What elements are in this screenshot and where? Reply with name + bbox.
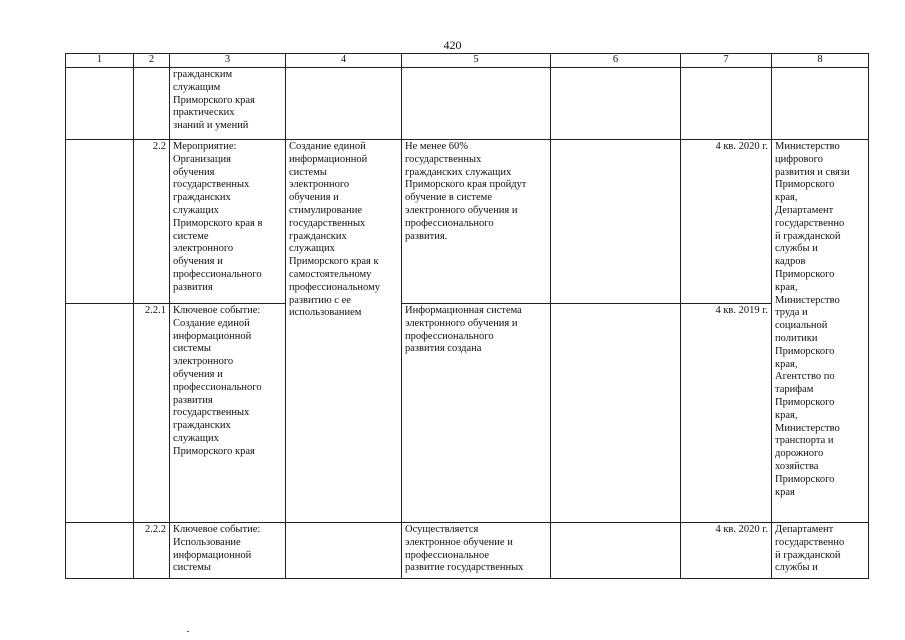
table-row — [66, 68, 869, 140]
col-header-2: 2 — [134, 54, 170, 68]
cell-c8-shared: Министерство цифрового развития и связи Приморского края, Департамент государственно й гражданской службы и кадров Приморского края, Министерство труда и социальной политики Приморского края, Агентство по тарифам Приморского края, Министерство транспорта и дорожного хозяйства Приморского края — [772, 140, 869, 523]
cell-c8: Департамент государственно й гражданской службы и — [772, 523, 869, 579]
cell-c5: Не менее 60% государственных гражданских служащих Приморского края пройдут обучение в системе электронного обучения и профессионального развития. — [402, 140, 551, 304]
cell-c8 — [772, 68, 869, 140]
cell-c3: Ключевое событие: Использование информационной системы — [170, 523, 286, 579]
table-row — [66, 523, 869, 579]
cell-c7: 4 кв. 2020 г. — [681, 523, 772, 579]
col-header-5: 5 — [402, 54, 551, 68]
cell-c4 — [286, 523, 402, 579]
cell-c5: Информационная система электронного обучения и профессионального развития создана — [402, 304, 551, 523]
cell-c6 — [551, 68, 681, 140]
cell-c1 — [66, 68, 134, 140]
cell-c7: 4 кв. 2019 г. — [681, 304, 772, 523]
cell-c1 — [66, 523, 134, 579]
cell-c4 — [286, 68, 402, 140]
cell-c3: гражданским служащим Приморского края практических знаний и умений — [170, 68, 286, 140]
table-row — [66, 304, 869, 523]
cell-num: 2.2.2 — [134, 523, 170, 579]
table-row — [66, 140, 869, 304]
cell-c4-shared: Создание единой информационной системы электронного обучения и стимулирование государственных гражданских служащих Приморского края к самостоятельному профессиональному развитию с ее использованием — [286, 140, 402, 523]
cell-c1 — [66, 140, 134, 304]
cell-c7 — [681, 68, 772, 140]
cell-c7: 4 кв. 2020 г. — [681, 140, 772, 304]
col-header-7: 7 — [681, 54, 772, 68]
measures-table — [65, 53, 869, 579]
header-row — [66, 54, 869, 68]
col-header-4: 4 — [286, 54, 402, 68]
cell-c6 — [551, 523, 681, 579]
col-header-6: 6 — [551, 54, 681, 68]
cell-c6 — [551, 140, 681, 304]
col-header-3: 3 — [170, 54, 286, 68]
page-number: 420 — [443, 38, 462, 52]
cell-num: 2.2.1 — [134, 304, 170, 523]
cell-c5: Осуществляется электронное обучение и профессиональное развитие государственных — [402, 523, 551, 579]
cell-c6 — [551, 304, 681, 523]
cell-c5 — [402, 68, 551, 140]
col-header-1: 1 — [66, 54, 134, 68]
cell-c1 — [66, 304, 134, 523]
cell-c3: Мероприятие: Организация обучения государственных гражданских служащих Приморского края в системе электронного обучения и профессионального развития — [170, 140, 286, 304]
col-header-8: 8 — [772, 54, 869, 68]
cell-c3: Ключевое событие: Создание единой информационной системы электронного обучения и профессионального развития государственных гражданских служащих Приморского края — [170, 304, 286, 523]
scan-speck — [187, 631, 189, 632]
cell-num — [134, 68, 170, 140]
cell-num: 2.2 — [134, 140, 170, 304]
